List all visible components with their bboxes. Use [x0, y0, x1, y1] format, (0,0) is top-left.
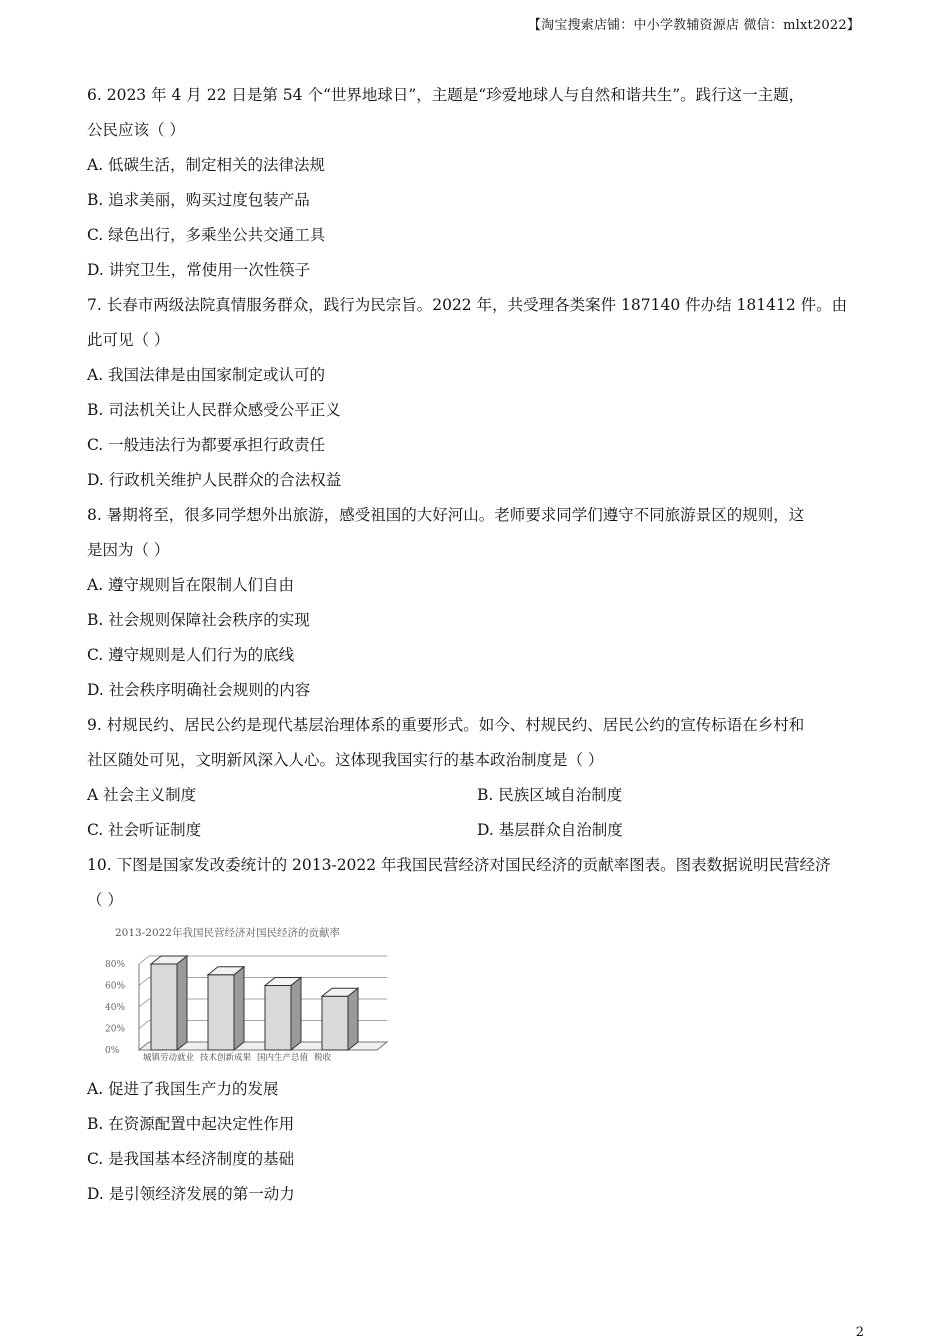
chart-grid-diag: [139, 999, 149, 1007]
q7-stem-line2: 此可见（ ）: [87, 331, 170, 349]
contribution-chart: [97, 924, 407, 1064]
chart-grid-diag: [139, 978, 149, 986]
chart-ytick-label: 60%: [105, 981, 126, 992]
chart-category-label: 国内生产总值: [257, 1053, 309, 1063]
q7-option-b: B. 司法机关让人民群众感受公平正义: [87, 401, 341, 419]
chart-title: 2013-2022年我国民营经济对国民经济的贡献率: [115, 927, 340, 939]
q6-stem-line2: 公民应该（ ）: [87, 121, 185, 139]
q9-options-row1: [87, 778, 867, 813]
q9-option-a: A 社会主义制度: [87, 786, 197, 804]
q8-stem-line2: 是因为（ ）: [87, 541, 170, 559]
q6-option-d: D. 讲究卫生，常使用一次性筷子: [87, 261, 311, 279]
chart-grid-diag: [139, 1021, 149, 1029]
chart-bar-side: [234, 967, 244, 1050]
q8-option-c: C. 遵守规则是人们行为的底线: [87, 646, 295, 664]
chart-grid-diag: [139, 956, 149, 964]
chart-bar: [208, 975, 234, 1050]
q10-option-c: C. 是我国基本经济制度的基础: [87, 1150, 295, 1168]
q9-option-d: D. 基层群众自治制度: [477, 821, 623, 839]
q10-stem-line2: （ ）: [87, 891, 123, 909]
q10-option-a: A. 促进了我国生产力的发展: [87, 1080, 279, 1098]
q6-option-b: B. 追求美丽，购买过度包装产品: [87, 191, 310, 209]
question-content: [87, 78, 867, 1212]
q7-option-d: D. 行政机关维护人民群众的合法权益: [87, 471, 342, 489]
chart-bar-side: [291, 978, 301, 1051]
q7-stem-line1: 7. 长春市两级法院真情服务群众，践行为民宗旨。2022 年，共受理各类案件 187140 件办结 181412 件。由: [87, 296, 848, 314]
q6-stem-line1: 6. 2023 年 4 月 22 日是第 54 个“世界地球日”，主题是“珍爱地球人与自然和谐共生”。践行这一主题，: [87, 86, 805, 104]
chart-ytick-label: 20%: [105, 1024, 126, 1035]
chart-category-label: 城镇劳动就业: [143, 1053, 195, 1063]
q9-stem-line1: 9. 村规民约、居民公约是现代基层治理体系的重要形式。如今、村规民约、居民公约的宣传标语在乡村和: [87, 716, 805, 734]
q9-options-row2: [87, 813, 867, 848]
page-header: 【淘宝搜索店铺：中小学教辅资源店 微信：mlxt2022】: [527, 18, 860, 33]
chart-ytick-label: 0%: [105, 1046, 120, 1056]
q9-stem-line2: 社区随处可见，文明新风深入人心。这体现我国实行的基本政治制度是（ ）: [87, 751, 604, 769]
q7-option-c: C. 一般违法行为都要承担行政责任: [87, 436, 326, 454]
chart-bar-side: [177, 956, 187, 1050]
chart-category-label: 技术创新成果: [200, 1053, 252, 1063]
q8-option-b: B. 社会规则保障社会秩序的实现: [87, 611, 310, 629]
q9-option-c: C. 社会听证制度: [87, 821, 202, 839]
chart-category-label: 税收: [314, 1053, 332, 1063]
chart-ytick-label: 40%: [105, 1003, 126, 1013]
chart-ytick-label: 80%: [105, 960, 126, 970]
q10-option-d: D. 是引领经济发展的第一动力: [87, 1185, 295, 1203]
contribution-chart-svg: [97, 924, 407, 1064]
chart-bar: [151, 964, 177, 1050]
q8-option-a: A. 遵守规则旨在限制人们自由: [87, 576, 295, 594]
q8-option-d: D. 社会秩序明确社会规则的内容: [87, 681, 311, 699]
q6-option-a: A. 低碳生活，制定相关的法律法规: [87, 156, 326, 174]
chart-bar: [322, 996, 348, 1050]
q10-option-b: B. 在资源配置中起决定性作用: [87, 1115, 295, 1133]
q8-stem-line1: 8. 暑期将至，很多同学想外出旅游，感受祖国的大好河山。老师要求同学们遵守不同旅游景区的规则，这: [87, 506, 805, 524]
q6-option-c: C. 绿色出行，多乘坐公共交通工具: [87, 226, 326, 244]
q7-option-a: A. 我国法律是由国家制定或认可的: [87, 366, 326, 384]
q9-option-b: B. 民族区域自治制度: [477, 786, 623, 804]
chart-bar-side: [348, 988, 358, 1050]
q10-stem-line1: 10. 下图是国家发改委统计的 2013-2022 年我国民营经济对国民经济的贡献率图表。图表数据说明民营经济: [87, 856, 831, 874]
chart-bar: [265, 986, 291, 1051]
page-number: 2: [855, 1325, 864, 1340]
